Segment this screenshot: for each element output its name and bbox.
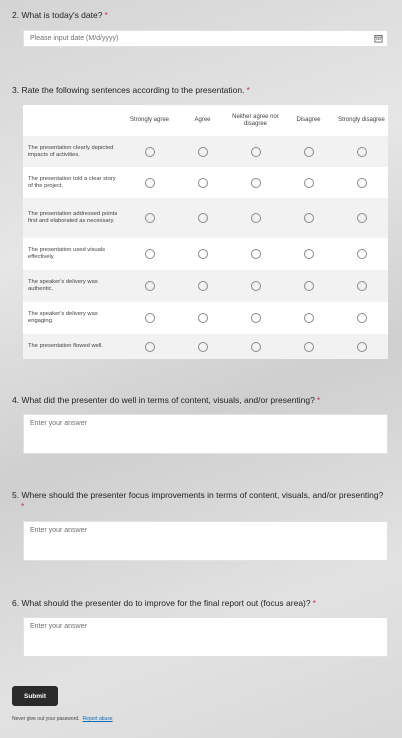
report-abuse-link[interactable]: Report abuse	[82, 716, 113, 722]
likert-col-neutral: Neither agree nor disagree	[229, 105, 282, 136]
likert-statement: The speaker's delivery was engaging.	[23, 302, 123, 334]
question-2-label: 2. What is today's date?	[12, 10, 103, 20]
likert-statement: The presentation addressed points first and elaborated as necessary.	[23, 198, 123, 238]
question-6-label: 6. What should the presenter do to improve for the final report out (focus area)?	[12, 598, 311, 608]
answer-placeholder: Enter your answer	[30, 420, 87, 427]
date-input[interactable]	[23, 30, 388, 47]
radio-neutral[interactable]	[251, 342, 261, 352]
radio-strongly-agree[interactable]	[145, 147, 155, 157]
radio-disagree[interactable]	[304, 313, 314, 323]
radio-disagree[interactable]	[304, 178, 314, 188]
question-4-label: 4. What did the presenter do well in terms of content, visuals, and/or presenting?	[12, 395, 315, 405]
radio-strongly-agree[interactable]	[145, 342, 155, 352]
radio-strongly-disagree[interactable]	[357, 342, 367, 352]
likert-row	[23, 238, 388, 270]
answer-input-q6[interactable]	[23, 617, 388, 657]
radio-strongly-disagree[interactable]	[357, 147, 367, 157]
question-3-title	[12, 85, 392, 96]
answer-placeholder: Enter your answer	[30, 623, 87, 630]
date-placeholder: Please input date (M/d/yyyy)	[30, 35, 119, 42]
required-asterisk: *	[316, 395, 321, 405]
required-asterisk: *	[21, 501, 25, 511]
answer-input-q5[interactable]	[23, 521, 388, 561]
radio-strongly-agree[interactable]	[145, 249, 155, 259]
likert-corner	[23, 105, 123, 136]
likert-row	[23, 136, 388, 167]
likert-row	[23, 167, 388, 198]
required-asterisk: *	[104, 10, 108, 20]
likert-statement: The presentation told a clear story of the project.	[23, 167, 123, 198]
radio-neutral[interactable]	[251, 281, 261, 291]
radio-strongly-disagree[interactable]	[357, 213, 367, 223]
likert-col-strongly-agree: Strongly agree	[123, 105, 176, 136]
radio-strongly-agree[interactable]	[145, 213, 155, 223]
question-5-title	[12, 490, 390, 512]
radio-neutral[interactable]	[251, 147, 261, 157]
radio-strongly-agree[interactable]	[145, 313, 155, 323]
submit-button[interactable]: Submit	[12, 686, 58, 706]
radio-neutral[interactable]	[251, 313, 261, 323]
radio-agree[interactable]	[198, 249, 208, 259]
radio-disagree[interactable]	[304, 213, 314, 223]
required-asterisk: *	[246, 85, 250, 95]
radio-strongly-disagree[interactable]	[357, 313, 367, 323]
likert-row	[23, 334, 388, 359]
likert-row	[23, 198, 388, 238]
radio-strongly-disagree[interactable]	[357, 249, 367, 259]
likert-statement: The speaker's delivery was authentic.	[23, 270, 123, 302]
radio-disagree[interactable]	[304, 147, 314, 157]
likert-col-agree: Agree	[176, 105, 229, 136]
radio-disagree[interactable]	[304, 249, 314, 259]
radio-agree[interactable]	[198, 281, 208, 291]
radio-agree[interactable]	[198, 213, 208, 223]
likert-col-disagree: Disagree	[282, 105, 335, 136]
radio-agree[interactable]	[198, 342, 208, 352]
likert-row	[23, 302, 388, 334]
footer-text: Never give out your password.	[12, 716, 80, 722]
likert-statement: The presentation clearly depicted impacts of activities.	[23, 136, 123, 167]
radio-disagree[interactable]	[304, 342, 314, 352]
answer-input-q4[interactable]	[23, 414, 388, 454]
radio-agree[interactable]	[198, 313, 208, 323]
radio-agree[interactable]	[198, 147, 208, 157]
required-asterisk: *	[312, 598, 316, 608]
question-4-title	[12, 395, 392, 406]
radio-strongly-disagree[interactable]	[357, 281, 367, 291]
likert-matrix	[23, 105, 388, 359]
likert-col-strongly-disagree: Strongly disagree	[335, 105, 388, 136]
radio-agree[interactable]	[198, 178, 208, 188]
radio-neutral[interactable]	[251, 249, 261, 259]
radio-strongly-agree[interactable]	[145, 178, 155, 188]
question-6-title	[12, 598, 392, 609]
likert-row	[23, 270, 388, 302]
radio-strongly-agree[interactable]	[145, 281, 155, 291]
answer-placeholder: Enter your answer	[30, 527, 87, 534]
radio-neutral[interactable]	[251, 213, 261, 223]
radio-neutral[interactable]	[251, 178, 261, 188]
radio-strongly-disagree[interactable]	[357, 178, 367, 188]
question-5-label: 5. Where should the presenter focus improvements in terms of content, visuals, and/or presenting?	[12, 490, 384, 500]
question-2-title	[12, 10, 392, 21]
calendar-icon[interactable]	[374, 34, 383, 43]
radio-disagree[interactable]	[304, 281, 314, 291]
likert-statement: The presentation flowed well.	[23, 334, 123, 359]
footer	[12, 716, 113, 722]
likert-statement: The presentation used visuals effectively.	[23, 238, 123, 270]
likert-header-row	[23, 105, 388, 136]
question-3-label: 3. Rate the following sentences according to the presentation.	[12, 85, 245, 95]
